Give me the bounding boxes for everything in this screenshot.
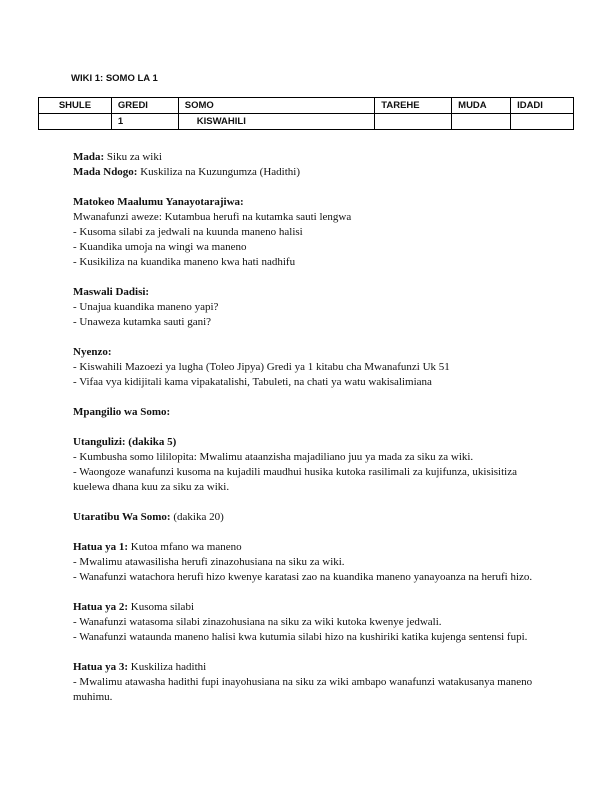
lesson-plan-section — [73, 405, 535, 420]
step-title: Kutoa mfano wa maneno — [130, 541, 242, 553]
lesson-info-table — [38, 97, 574, 130]
list-item: - Kusoma silabi za jedwali na kuunda maneno halisi — [73, 226, 303, 238]
section-heading: Maswali Dadisi: — [73, 286, 150, 298]
section-heading: Matokeo Maalumu Yanayotarajiwa: — [73, 196, 244, 208]
mada-ndogo-label: Mada Ndogo: — [73, 166, 138, 178]
resources-section — [73, 345, 535, 390]
list-item: - Mwalimu atawasha hadithi fupi inayohusiana na siku za wiki ambapo wanafunzi watakusanya maneno muhimu. — [73, 676, 533, 703]
step-3 — [73, 660, 535, 705]
header-idadi: IDADI — [511, 98, 574, 114]
cell-gredi: 1 — [111, 114, 178, 130]
step-label: Hatua ya 2: — [73, 601, 128, 613]
step-title: Kuskiliza hadithi — [130, 661, 207, 673]
table-row — [39, 114, 574, 130]
topic-section — [73, 150, 535, 180]
mada-line — [73, 151, 162, 163]
cell-somo: KISWAHILI — [178, 114, 375, 130]
mada-label: Mada: — [73, 151, 105, 163]
procedure-section — [73, 510, 535, 525]
mada-value: Siku za wiki — [106, 151, 162, 163]
list-item: - Waongoze wanafunzi kusoma na kujadili maudhui husika kutoka rasilimali za kujifunza, ukisisitiza kuelewa dhana kuu za siku za wiki. — [73, 466, 517, 493]
header-tarehe: TAREHE — [375, 98, 452, 114]
list-item: - Kumbusha somo lililopita: Mwalimu ataanzisha majadiliano juu ya mada za siku za wiki. — [73, 451, 474, 463]
list-item: - Wanafunzi watasoma silabi zinazohusiana na siku za wiki kutoka kwenye jedwali. — [73, 616, 442, 628]
procedure-duration: (dakika 20) — [173, 511, 224, 523]
mada-ndogo-value: Kuskiliza na Kuzungumza (Hadithi) — [140, 166, 300, 178]
header-somo: SOMO — [178, 98, 375, 114]
header-shule: SHULE — [39, 98, 112, 114]
header-muda: MUDA — [452, 98, 511, 114]
step-label: Hatua ya 1: — [73, 541, 128, 553]
cell-idadi — [511, 114, 574, 130]
list-item: - Wanafunzi wataunda maneno halisi kwa kutumia silabi hizo na kushiriki katika kujenga sentensi fupi. — [73, 631, 528, 643]
list-item: - Unajua kuandika maneno yapi? — [73, 301, 219, 313]
list-item: - Kusikiliza na kuandika maneno kwa hati nadhifu — [73, 256, 296, 268]
list-item: - Unaweza kutamka sauti gani? — [73, 316, 212, 328]
section-heading: Utangulizi: (dakika 5) — [73, 436, 177, 448]
cell-shule — [39, 114, 112, 130]
section-heading: Nyenzo: — [73, 346, 112, 358]
cell-tarehe — [375, 114, 452, 130]
section-heading: Mpangilio wa Somo: — [73, 406, 171, 418]
list-item: - Mwalimu atawasilisha herufi zinazohusiana na siku za wiki. — [73, 556, 345, 568]
outcomes-section — [73, 195, 535, 270]
mada-ndogo-line — [73, 166, 300, 178]
introduction-section — [73, 435, 535, 495]
table-header-row — [39, 98, 574, 114]
questions-section — [73, 285, 535, 330]
lesson-body — [73, 150, 535, 720]
lesson-title: WIKI 1: SOMO LA 1 — [71, 73, 158, 84]
list-item: - Kuandika umoja na wingi wa maneno — [73, 241, 247, 253]
list-item: - Wanafunzi watachora herufi hizo kwenye karatasi zao na kuandika maneno yanayoanza na herufi hizo. — [73, 571, 533, 583]
step-title: Kusoma silabi — [130, 601, 194, 613]
list-item: - Kiswahili Mazoezi ya lugha (Toleo Jipya) Gredi ya 1 kitabu cha Mwanafunzi Uk 51 — [73, 361, 450, 373]
list-item: - Vifaa vya kidijitali kama vipakatalishi, Tabuleti, na chati ya watu wakisalimiana — [73, 376, 432, 388]
step-2 — [73, 600, 535, 645]
step-label: Hatua ya 3: — [73, 661, 128, 673]
header-gredi: GREDI — [111, 98, 178, 114]
section-heading: Utaratibu Wa Somo: — [73, 511, 171, 523]
list-item: Mwanafunzi aweze: Kutambua herufi na kutamka sauti lengwa — [73, 211, 352, 223]
step-1 — [73, 540, 535, 585]
cell-muda — [452, 114, 511, 130]
